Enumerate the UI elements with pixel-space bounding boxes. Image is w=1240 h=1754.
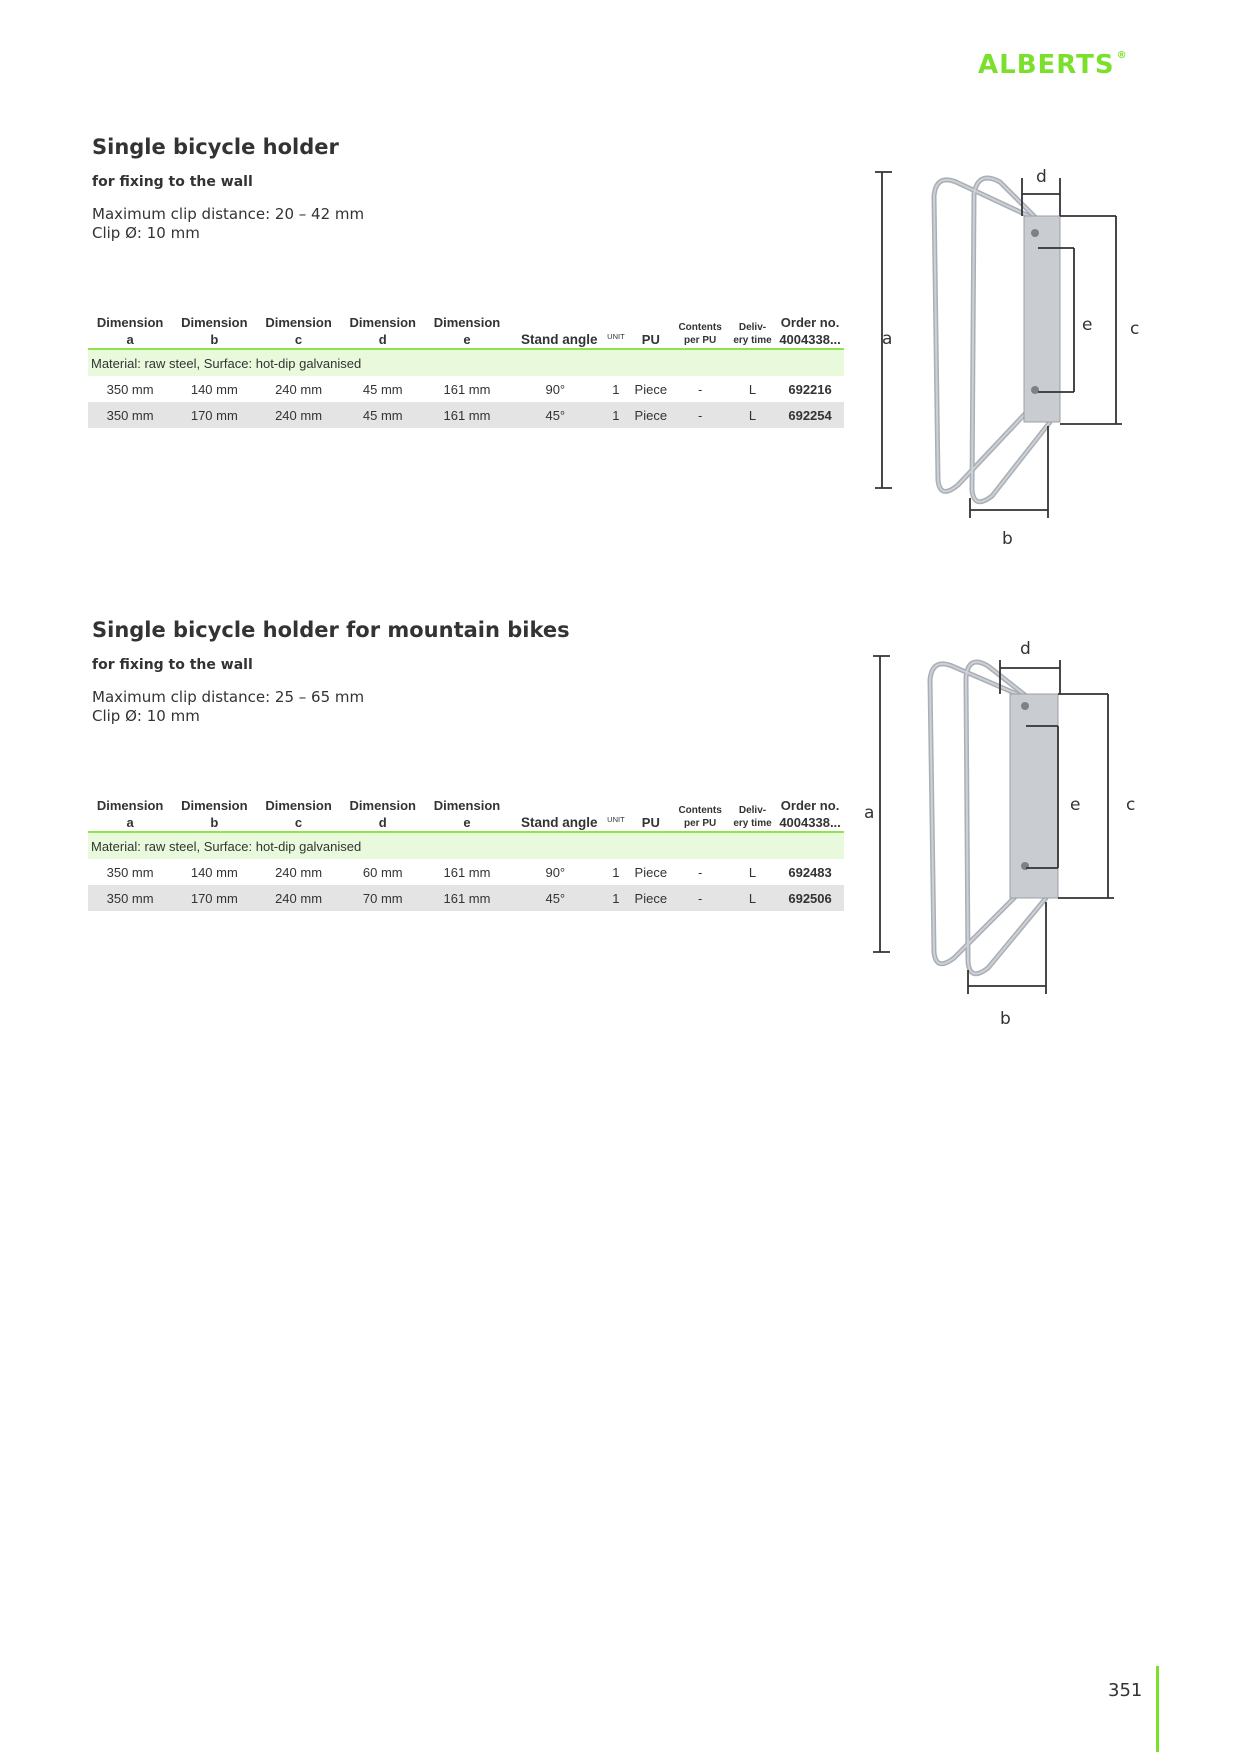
col-unit: UNIT — [607, 815, 625, 824]
cell-d: 45 mm — [341, 402, 425, 428]
cell-a: 350 mm — [106, 381, 154, 397]
col-dim-d: Dimension d — [349, 798, 416, 830]
cell-angle: 45° — [509, 402, 601, 428]
cell-e: 161 mm — [443, 381, 491, 397]
label-e: e — [1070, 795, 1081, 815]
cell-angle: 45° — [509, 885, 601, 911]
material-note: Material: raw steel, Surface: hot-dip galvanised — [88, 349, 844, 376]
screw-hole — [1031, 386, 1039, 394]
cell-d: 45 mm — [362, 381, 403, 397]
col-pu: PU — [641, 815, 660, 830]
spec-clip-distance: Maximum clip distance: 25 – 65 mm — [92, 688, 365, 706]
cell-a: 350 mm — [106, 864, 154, 880]
spec-clip-distance: Maximum clip distance: 20 – 42 mm — [92, 205, 365, 223]
label-d: d — [1036, 167, 1047, 187]
dimension-drawing-2 — [860, 632, 1160, 1032]
cell-c: 240 mm — [256, 885, 340, 911]
label-d: d — [1020, 639, 1031, 659]
cell-b: 170 mm — [172, 885, 256, 911]
col-pu: PU — [641, 332, 660, 347]
product-subtitle: for fixing to the wall — [92, 174, 253, 190]
cell-b: 140 mm — [190, 381, 238, 397]
screw-hole — [1021, 702, 1029, 710]
col-dim-c: Dimension c — [265, 798, 332, 830]
spec-clip-diameter: Clip Ø: 10 mm — [92, 224, 200, 242]
label-b: b — [1002, 529, 1013, 549]
cell-contents: - — [671, 402, 729, 428]
dimension-lines — [873, 656, 1114, 994]
cell-d: 60 mm — [362, 864, 403, 880]
cell-c: 240 mm — [275, 864, 323, 880]
cell-contents: - — [671, 885, 729, 911]
screw-hole — [1031, 229, 1039, 237]
table-row — [88, 402, 844, 428]
product-table — [88, 305, 844, 428]
table-row — [88, 885, 844, 911]
page-number-bar — [1156, 1666, 1159, 1752]
col-contents: Contents per PU — [678, 805, 722, 829]
product-table — [88, 788, 844, 911]
table-header — [88, 305, 844, 349]
label-c: c — [1130, 319, 1140, 339]
col-dim-a: Dimension a — [96, 315, 164, 347]
cell-d: 70 mm — [341, 885, 425, 911]
col-dim-b: Dimension b — [181, 798, 248, 830]
table-header — [88, 788, 844, 832]
cell-order-no[interactable]: 692483 — [788, 864, 832, 880]
cell-unit: 1 — [612, 864, 620, 880]
cell-delivery: L — [729, 885, 776, 911]
cell-order-no[interactable]: 692506 — [776, 885, 844, 911]
col-stand-angle: Stand angle — [521, 332, 598, 347]
col-delivery: Deliv- ery time — [733, 322, 772, 346]
brand-logo: ALBERTS ® — [978, 50, 1128, 80]
cell-order-no[interactable]: 692254 — [776, 402, 844, 428]
col-delivery: Deliv- ery time — [733, 805, 772, 829]
cell-delivery: L — [748, 381, 757, 397]
product-title: Single bicycle holder for mountain bikes — [92, 618, 570, 642]
col-dim-d: Dimension d — [349, 315, 416, 347]
cell-delivery: L — [729, 402, 776, 428]
cell-delivery: L — [748, 864, 757, 880]
col-dim-b: Dimension b — [181, 315, 248, 347]
cell-e: 161 mm — [425, 402, 509, 428]
spec-clip-diameter: Clip Ø: 10 mm — [92, 707, 200, 725]
dimension-drawing-1 — [860, 160, 1160, 550]
col-stand-angle: Stand angle — [521, 815, 598, 830]
col-contents: Contents per PU — [678, 322, 722, 346]
col-order-no: Order no. 4004338... — [779, 315, 841, 347]
cell-b: 140 mm — [190, 864, 238, 880]
label-c: c — [1126, 795, 1136, 815]
cell-angle: 90° — [545, 864, 566, 880]
col-unit: UNIT — [607, 332, 625, 341]
cell-contents: - — [697, 381, 703, 397]
col-dim-e: Dimension e — [433, 798, 501, 830]
col-dim-e: Dimension e — [433, 315, 501, 347]
cell-pu: Piece — [634, 381, 668, 397]
label-a: a — [864, 803, 875, 823]
dimension-lines — [875, 172, 1122, 518]
cell-b: 170 mm — [172, 402, 256, 428]
cell-order-no[interactable]: 692216 — [788, 381, 832, 397]
label-b: b — [1000, 1009, 1011, 1029]
cell-pu: Piece — [630, 885, 671, 911]
cell-e: 161 mm — [443, 864, 491, 880]
col-order-no: Order no. 4004338... — [779, 798, 841, 830]
label-a: a — [882, 329, 893, 349]
cell-pu: Piece — [630, 402, 671, 428]
cell-a: 350 mm — [88, 885, 172, 911]
cell-c: 240 mm — [256, 402, 340, 428]
cell-angle: 90° — [545, 381, 566, 397]
cell-unit: 1 — [602, 402, 631, 428]
col-dim-c: Dimension c — [265, 315, 332, 347]
cell-pu: Piece — [634, 864, 668, 880]
cell-contents: - — [697, 864, 703, 880]
cell-e: 161 mm — [425, 885, 509, 911]
product-subtitle: for fixing to the wall — [92, 657, 253, 673]
cell-unit: 1 — [612, 381, 620, 397]
cell-unit: 1 — [602, 885, 631, 911]
page-number: 351 — [1108, 1680, 1143, 1701]
cell-c: 240 mm — [275, 381, 323, 397]
table-row — [88, 376, 844, 402]
label-e: e — [1082, 315, 1093, 335]
col-dim-a: Dimension a — [96, 798, 164, 830]
product-title: Single bicycle holder — [92, 135, 339, 159]
cell-a: 350 mm — [88, 402, 172, 428]
material-note: Material: raw steel, Surface: hot-dip galvanised — [88, 832, 844, 859]
table-row — [88, 859, 844, 885]
